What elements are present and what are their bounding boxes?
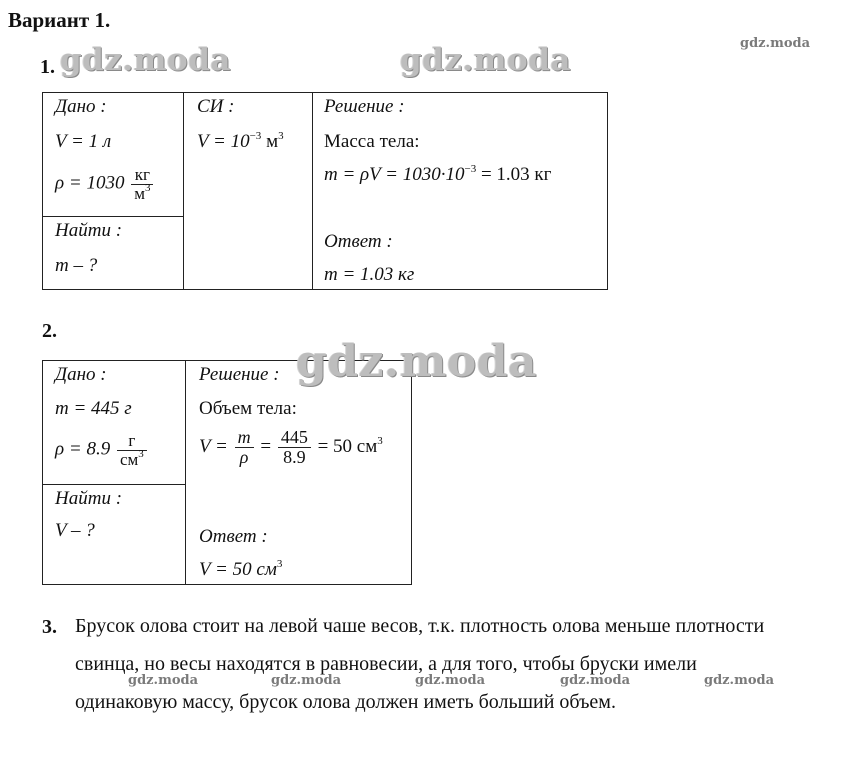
volume-formula: V = $\frac{m}{\rho}$ = $\frac{445}{8.9}$ = 50 $см^3$ — [199, 427, 383, 467]
watermark: gdz.moda — [560, 673, 631, 688]
dano-label: Дано : — [55, 96, 107, 117]
find-value: m – ? — [55, 255, 98, 276]
mass-text: Масса тела: — [324, 131, 420, 152]
dano-label: Дано : — [55, 364, 107, 385]
divider — [185, 361, 186, 585]
given-density: ρ = 8.9 $\frac{г}{см^3}$ — [55, 432, 149, 469]
si-label: СИ : — [197, 96, 235, 117]
task2-table — [42, 360, 412, 585]
find-value: V – ? — [55, 520, 95, 541]
watermark: gdz.moda — [704, 673, 775, 688]
unit-numerator: г — [117, 432, 147, 451]
divider — [183, 93, 184, 290]
page-title: Вариант 1. — [8, 8, 111, 32]
fraction-values: $\frac{445}{8.9}$ — [278, 428, 311, 467]
volume-text: Объем тела: — [199, 398, 297, 419]
answer: V = 50 $см^3$ — [199, 558, 283, 580]
najti-label: Найти : — [55, 488, 123, 509]
watermark: gdz.moda — [296, 336, 538, 387]
density-unit — [117, 432, 147, 469]
task3-line-1: Брусок олова стоит на левой чаше весов, т.к. плотность олова меньше плотности — [75, 615, 765, 637]
watermark: gdz.moda — [128, 673, 199, 688]
otvet-label: Ответ : — [199, 526, 268, 547]
task-number-1: 1. — [40, 56, 55, 78]
given-mass: m = 445 г — [55, 398, 132, 419]
divider — [312, 93, 313, 290]
watermark: gdz.moda — [415, 673, 486, 688]
given-density-value: ρ = 1030 — [55, 172, 125, 194]
answer: m = 1.03 кг — [324, 264, 415, 285]
given-volume: V = 1 л — [55, 131, 112, 152]
task-number-2: 2. — [42, 320, 57, 342]
reshenie-label: Решение : — [324, 96, 405, 117]
si-value: $V = 10^{-3}$ $м^3$ — [197, 130, 284, 152]
fraction-m-rho: $\frac{m}{\rho}$ — [235, 428, 254, 467]
reshenie-label: Решение : — [199, 364, 280, 385]
unit-denominator: $см^3$ — [119, 447, 144, 469]
unit-denominator: $м^3$ — [134, 181, 151, 203]
density-unit — [131, 166, 153, 203]
task3-line-2: свинца, но весы находятся в равновесии, а для того, чтобы бруски имели — [75, 653, 697, 675]
watermark: gdz.moda — [271, 673, 342, 688]
mass-formula: $m = \rho V = 1030\cdot 10^{-3} = 1.03$ кг — [324, 163, 552, 185]
otvet-label: Ответ : — [324, 231, 393, 252]
unit-numerator: кг — [131, 166, 153, 185]
task-number-3: 3. — [42, 616, 57, 638]
watermark: gdz.moda — [740, 36, 811, 51]
najti-label: Найти : — [55, 220, 123, 241]
given-density — [55, 166, 155, 203]
task3-line-3: одинаковую массу, брусок олова должен иметь больший объем. — [75, 691, 616, 713]
watermark: gdz.moda — [400, 42, 571, 78]
divider — [42, 216, 184, 217]
watermark: gdz.moda — [60, 42, 231, 78]
divider — [42, 484, 186, 485]
